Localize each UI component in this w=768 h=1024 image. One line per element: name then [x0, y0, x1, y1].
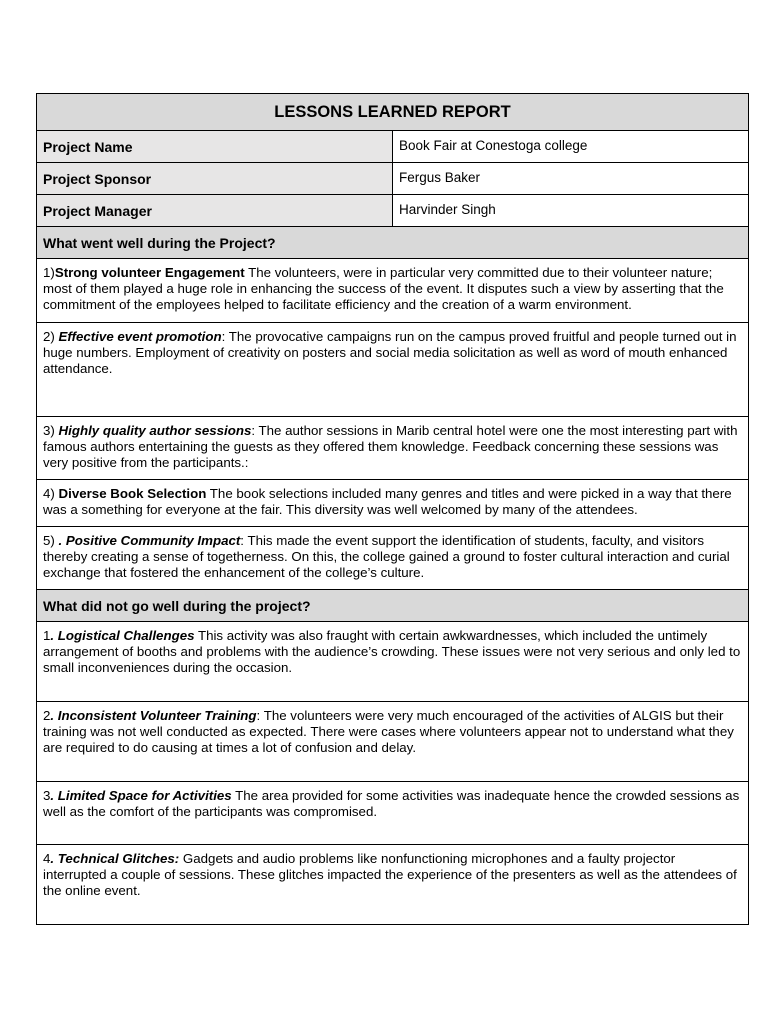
item-heading: . Positive Community Impact	[58, 533, 241, 548]
item-body: : The author sessions in Marib central hotel were one the most interesting part with famous authors entertaining the guests as they offered them knowledge. Feedback concerning these sessions was very positive from the participants.:	[43, 423, 738, 471]
item-heading: Effective event promotion	[58, 329, 222, 344]
went-well-item	[37, 323, 749, 417]
report-title: LESSONS LEARNED REPORT	[37, 94, 749, 131]
went-well-item	[37, 480, 749, 527]
item-body: : The provocative campaigns run on the campus proved fruitful and people turned out in huge numbers. Employment of creativity on posters and social media solicitation as well as word of mouth enhanced attendance.	[43, 329, 737, 377]
item-heading: . Technical Glitches:	[50, 851, 180, 866]
field-row-project-sponsor	[37, 163, 749, 195]
project-sponsor-value: Fergus Baker	[393, 163, 749, 195]
item-number: 4)	[43, 486, 59, 501]
item-heading: . Limited Space for Activities	[50, 788, 232, 803]
not-well-item-3	[37, 782, 749, 845]
item-body: This activity was also fraught with certain awkwardnesses, which included the untimely arrangement of booths and problems with the audience’s crowding. These issues were not very serious and only led to small inconveniences during the occasion.	[43, 628, 741, 676]
item-heading: Strong volunteer Engagement	[54, 265, 245, 280]
went-well-item	[37, 259, 749, 323]
field-row-project-name	[37, 131, 749, 163]
item-number: 3)	[43, 423, 59, 438]
went-well-item-2	[37, 323, 749, 417]
item-number: 2	[43, 708, 51, 723]
not-well-heading: What did not go well during the project?	[37, 590, 749, 622]
not-well-item	[37, 845, 749, 925]
item-body: The volunteers, were in particular very committed due to their volunteer nature; most of them played a huge role in enhancing the success of the event. It disputes such a view by asserting that the commitment of the employees helped to facilitate efficiency and the creation of a warm environment.	[43, 265, 724, 313]
went-well-item	[37, 417, 749, 480]
item-body: : This made the event support the identification of students, faculty, and visitors thereby creating a sense of togetherness. On this, the college gained a ground to foster cultural interaction and curial exchange that fostered the enhancement of the college’s culture.	[43, 533, 730, 581]
item-number: 4	[43, 851, 51, 866]
went-well-heading-row	[37, 227, 749, 259]
title-row	[37, 94, 749, 131]
went-well-item-5	[37, 527, 749, 590]
not-well-item-1	[37, 622, 749, 702]
went-well-item	[37, 527, 749, 590]
item-heading: . Logistical Challenges	[50, 628, 195, 643]
not-well-item-4	[37, 845, 749, 925]
item-number: 1	[43, 628, 51, 643]
item-heading: Diverse Book Selection	[58, 486, 207, 501]
item-body: : The volunteers were very much encouraged of the activities of ALGIS but their training was not well conducted as expected. There were cases where volunteers appear not to understand what they are required to do causing at times a lot of confusion and delay.	[43, 708, 734, 756]
field-row-project-manager	[37, 195, 749, 227]
item-number: 5)	[43, 533, 59, 548]
went-well-heading: What went well during the Project?	[37, 227, 749, 259]
not-well-item-2	[37, 702, 749, 782]
not-well-heading-row	[37, 590, 749, 622]
went-well-item-4	[37, 480, 749, 527]
not-well-item	[37, 622, 749, 702]
project-name-label: Project Name	[37, 131, 393, 163]
item-number: 2)	[43, 329, 59, 344]
not-well-item	[37, 702, 749, 782]
lessons-learned-table	[36, 93, 749, 925]
project-manager-value: Harvinder Singh	[393, 195, 749, 227]
item-number: 3	[43, 788, 51, 803]
item-number: 1)	[43, 265, 55, 280]
project-manager-label: Project Manager	[37, 195, 393, 227]
item-body: The book selections included many genres and titles and were picked in a way that there was a something for everyone at the fair. This diversity was well welcomed by many of the attendees.	[43, 486, 732, 518]
went-well-item-3	[37, 417, 749, 480]
item-heading: Highly quality author sessions	[58, 423, 252, 438]
went-well-item-1	[37, 259, 749, 323]
not-well-item	[37, 782, 749, 845]
item-body: The area provided for some activities was inadequate hence the crowded sessions as well as the comfort of the participants was compromised.	[43, 788, 740, 820]
project-sponsor-label: Project Sponsor	[37, 163, 393, 195]
item-heading: . Inconsistent Volunteer Training	[50, 708, 257, 723]
item-body: Gadgets and audio problems like nonfunctioning microphones and a faulty projector interrupted a couple of sessions. These glitches impacted the experience of the presenters as well as the attendees of the online event.	[43, 851, 737, 899]
project-name-value: Book Fair at Conestoga college	[393, 131, 749, 163]
